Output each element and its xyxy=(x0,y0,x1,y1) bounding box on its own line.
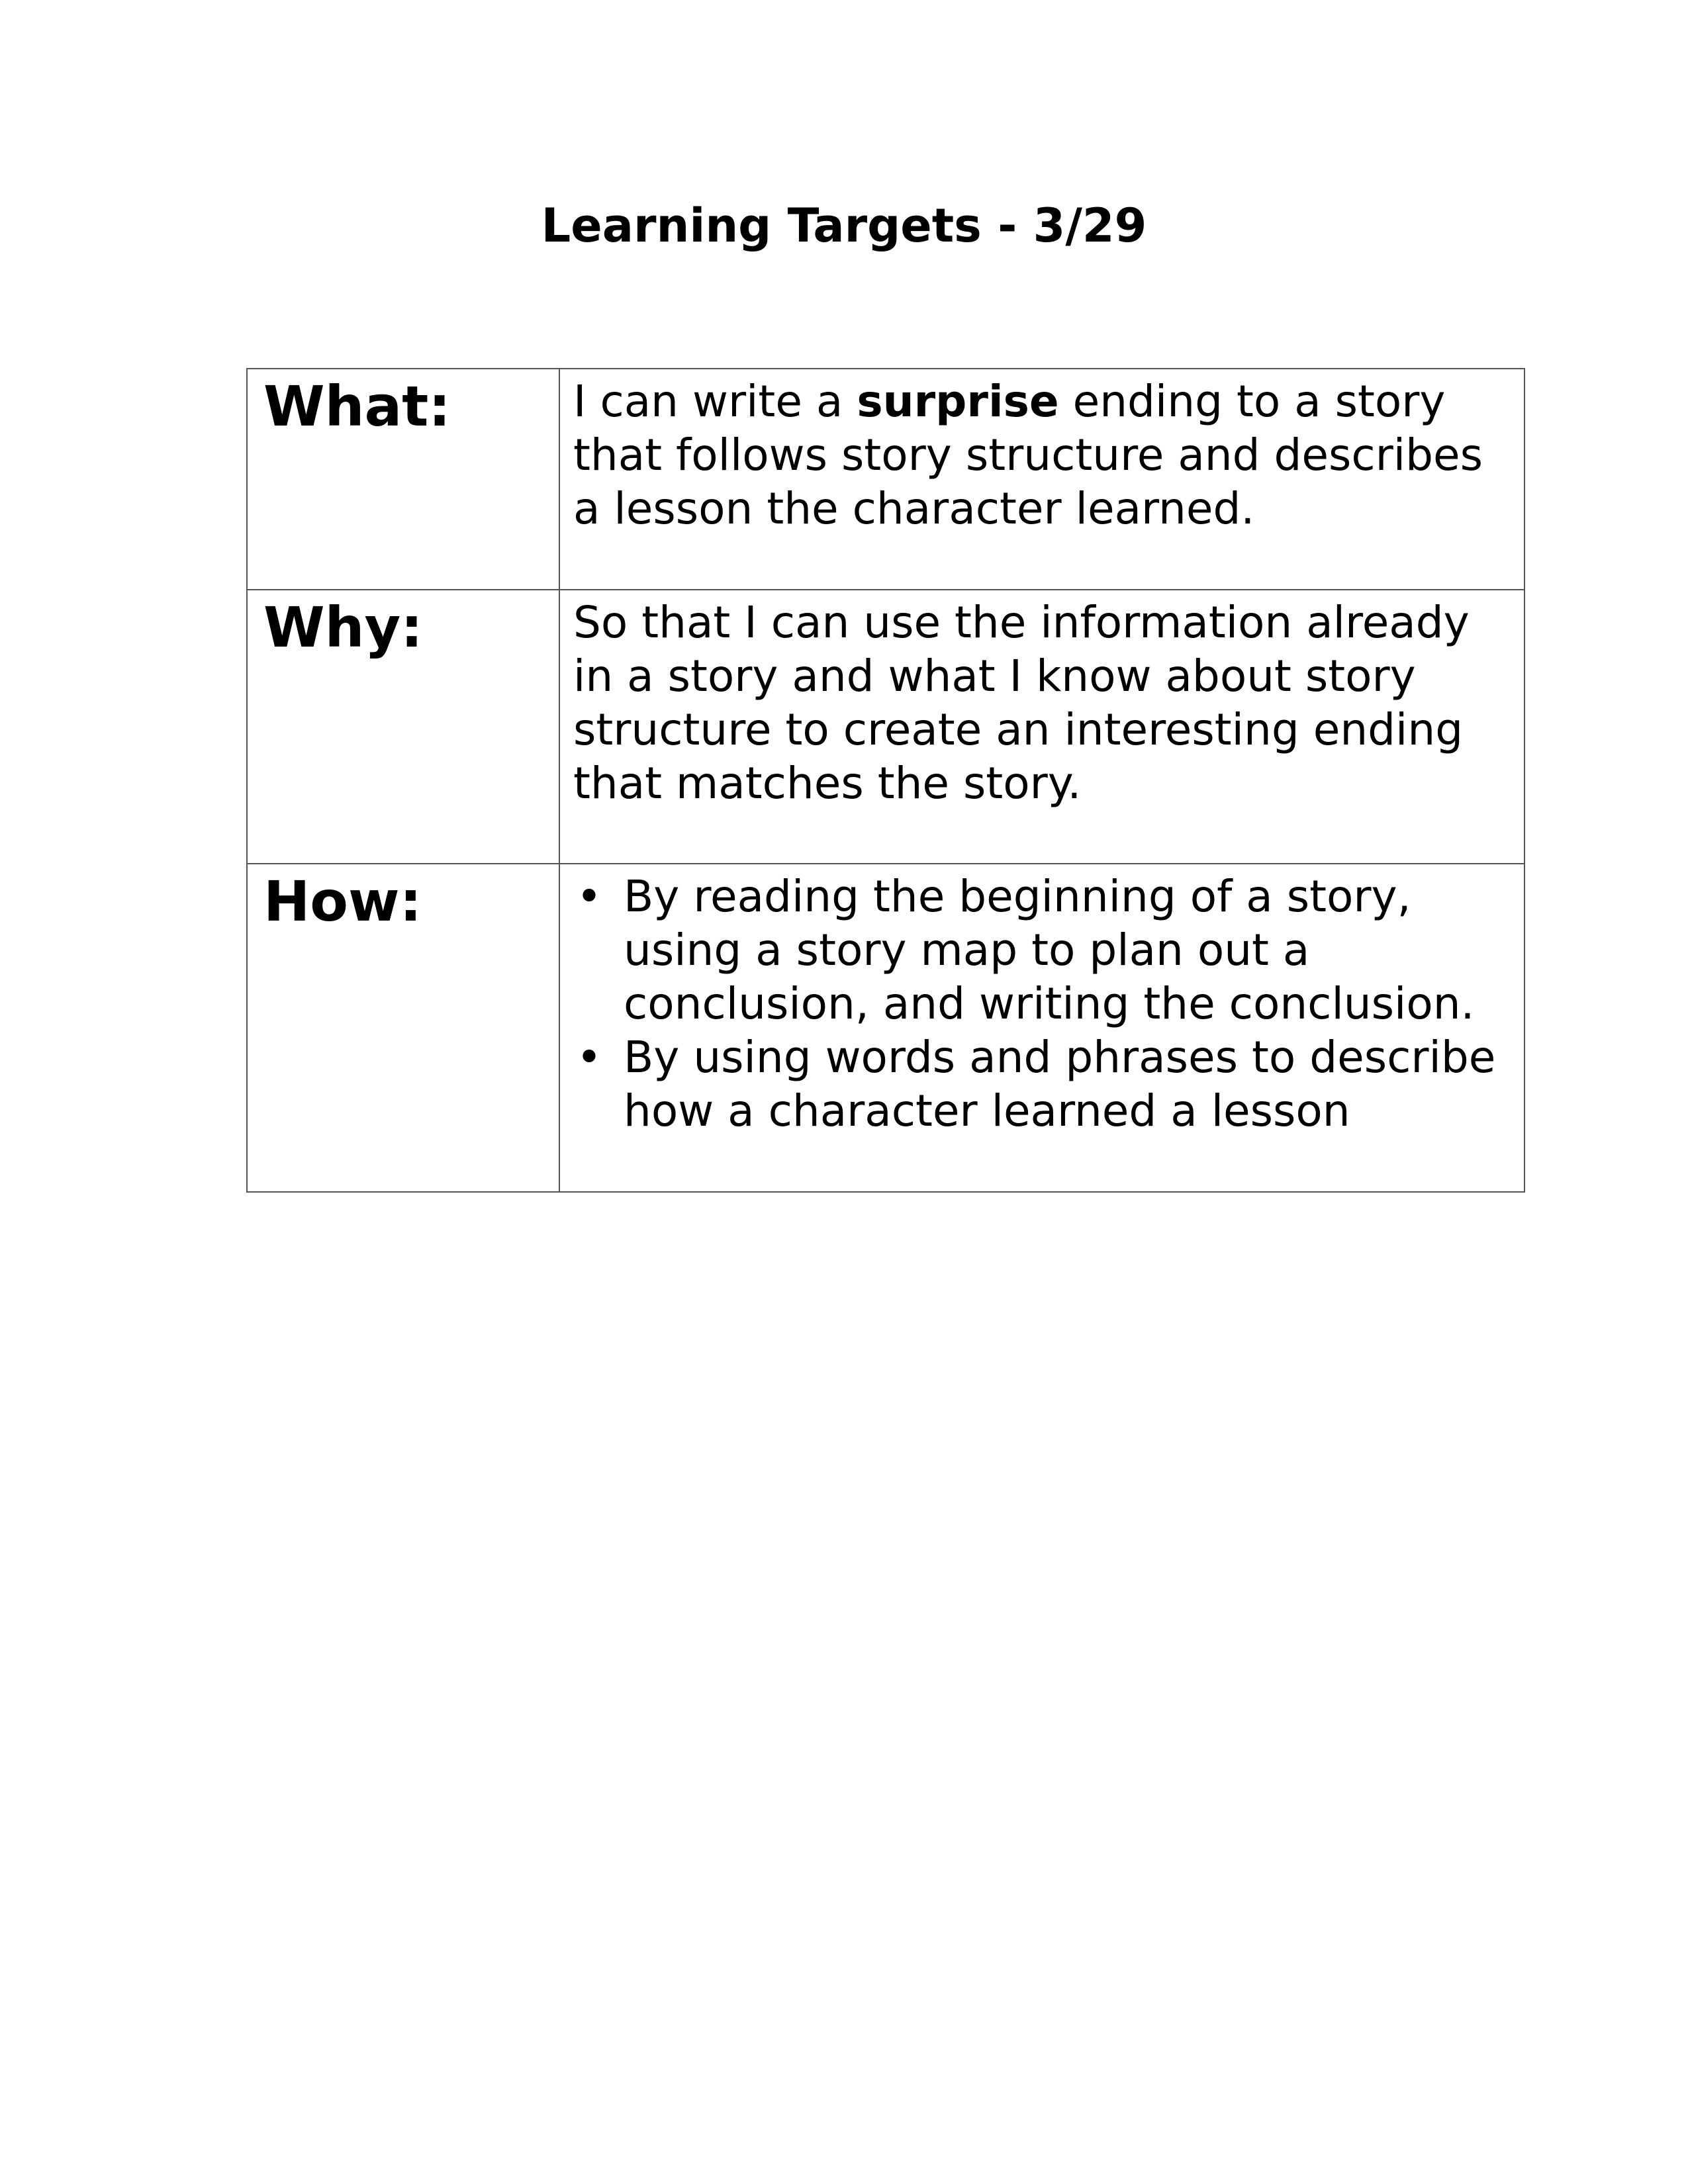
what-text-after: ending to a story that follows story structure and describes a lesson the character learned. xyxy=(573,376,1483,534)
how-bullet-list xyxy=(573,864,1512,1138)
bullet-icon: • xyxy=(576,1032,602,1083)
how-bullet-text: By reading the beginning of a story, using a story map to plan out a conclusion, and writing the conclusion. xyxy=(624,871,1475,1029)
what-text xyxy=(559,369,1524,590)
what-label: What: xyxy=(247,369,559,590)
page-title: Learning Targets - 3/29 xyxy=(541,199,1147,253)
list-item xyxy=(573,1030,1512,1138)
how-bullet-text: By using words and phrases to describe how a character learned a lesson xyxy=(624,1032,1496,1136)
why-label: Why: xyxy=(247,590,559,864)
table-row-how xyxy=(247,864,1524,1192)
list-item xyxy=(573,870,1512,1030)
how-label: How: xyxy=(247,864,559,1192)
bullet-icon: • xyxy=(576,871,602,922)
table-row-what xyxy=(247,369,1524,590)
table-row-why xyxy=(247,590,1524,864)
what-paragraph xyxy=(573,369,1512,535)
how-text xyxy=(559,864,1524,1192)
what-text-before: I can write a xyxy=(573,376,857,427)
why-paragraph: So that I can use the information already in a story and what I know about story structure to create an interesting ending that matches the story. xyxy=(573,597,1470,809)
learning-targets-table xyxy=(246,368,1525,1193)
why-text xyxy=(559,590,1524,864)
what-text-emphasis: surprise xyxy=(857,376,1059,427)
